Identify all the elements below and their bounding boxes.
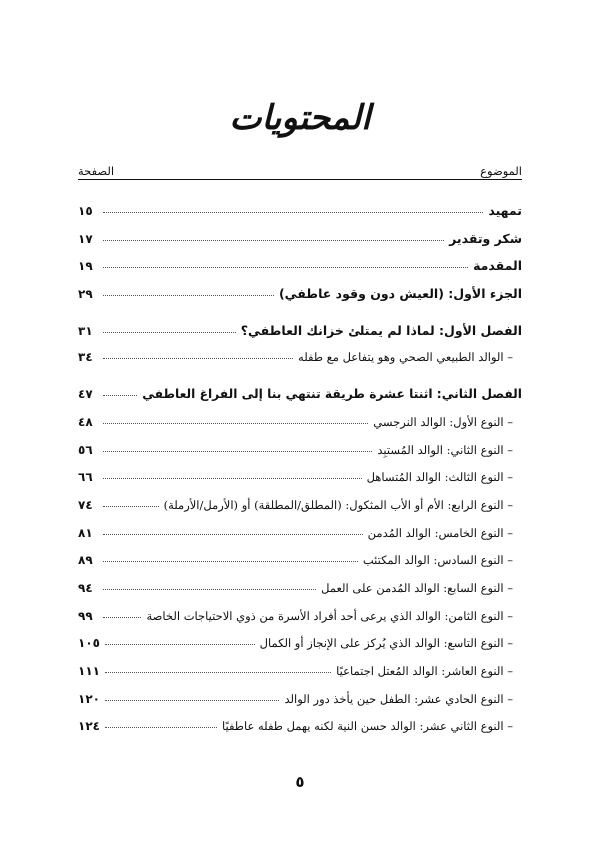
entry-title: – النوع السادس: الوالد المكتئب <box>362 553 513 568</box>
dot-leader <box>103 617 141 618</box>
dot-leader <box>103 332 236 333</box>
entry-title: – النوع الثامن: الوالد الذي يرعى أحد أفراد الأسرة من ذوي الاحتياجات الخاصة <box>146 608 513 623</box>
dot-leader <box>105 700 280 701</box>
toc-entry-type-8[interactable] <box>78 603 522 631</box>
dot-leader <box>103 423 368 424</box>
toc-entry-type-10[interactable] <box>78 658 522 686</box>
dot-leader <box>103 589 316 590</box>
entry-page: ٥٦ <box>78 442 93 457</box>
entry-title: – النوع التاسع: الوالد الذي يُركز على الإنجاز أو الكمال <box>259 636 513 651</box>
entry-page: ١٠٥ <box>78 636 100 651</box>
dot-leader <box>105 644 255 645</box>
toc-entry-preface[interactable] <box>78 197 522 225</box>
toc-entry-introduction[interactable] <box>78 252 522 280</box>
entry-title: – النوع الثاني: الوالد المُستبِد <box>377 442 513 457</box>
entry-page: ٤٧ <box>78 387 93 402</box>
entry-title: شكر وتقدير <box>449 230 522 246</box>
entry-page: ٨١ <box>78 525 93 540</box>
entry-title: – النوع العاشر: الوالد المُعتل اجتماعيًا <box>336 664 513 678</box>
entry-title: – النوع الخامس: الوالد المُدمن <box>367 525 513 540</box>
toc-entry-type-3[interactable] <box>78 464 522 492</box>
toc-entry-type-1[interactable] <box>78 409 522 437</box>
toc-entry-type-2[interactable] <box>78 437 522 465</box>
entry-title: – النوع الحادي عشر: الطفل حين يأخذ دور الوالد <box>284 691 513 706</box>
page-number: ٥ <box>295 773 305 791</box>
dot-leader <box>103 240 444 241</box>
dot-leader <box>103 506 159 507</box>
entry-page: ٧٤ <box>78 497 93 512</box>
entry-title: المقدمة <box>473 258 522 274</box>
entry-page: ٩٤ <box>78 580 93 595</box>
entry-page: ١١١ <box>78 664 100 678</box>
dot-leader <box>103 395 137 396</box>
toc-entry-part-one[interactable] <box>78 280 522 308</box>
toc-entry-healthy-parent[interactable] <box>78 344 522 372</box>
dot-leader <box>103 451 372 452</box>
toc-entry-type-4[interactable] <box>78 492 522 520</box>
dot-leader <box>103 295 274 296</box>
entry-page: ١٩ <box>78 259 93 274</box>
entry-title: الفصل الثاني: اثنتا عشرة طريقة تنتهي بنا إلى الفراغ العاطفي <box>142 387 522 402</box>
toc-entry-type-5[interactable] <box>78 520 522 548</box>
dot-leader <box>103 478 362 479</box>
toc-entry-type-11[interactable] <box>78 686 522 714</box>
toc-entry-chapter-two[interactable] <box>78 381 522 409</box>
toc-entry-type-7[interactable] <box>78 575 522 603</box>
entry-page: ٤٨ <box>78 414 93 429</box>
toc-list <box>78 197 522 741</box>
dot-leader <box>103 534 363 535</box>
entry-page: ٣٤ <box>78 350 93 365</box>
toc-entry-type-6[interactable] <box>78 547 522 575</box>
page-column-label: الصفحة <box>78 164 115 178</box>
toc-entry-acknowledgments[interactable] <box>78 225 522 253</box>
entry-page: ٣١ <box>78 323 93 338</box>
entry-title: تمهيد <box>488 203 522 218</box>
entry-title: – النوع الثالث: الوالد المُتساهل <box>366 470 513 485</box>
entry-page: ٩٩ <box>78 608 93 623</box>
column-header <box>78 156 522 178</box>
toc-entry-type-12[interactable] <box>78 713 522 741</box>
entry-title: – النوع الرابع: الأم أو الأب المثكول: (المطلق/المطلقة) أو (الأرمل/الأرملة) <box>163 497 513 512</box>
dot-leader <box>103 212 483 213</box>
dot-leader <box>103 267 468 268</box>
entry-title: – الوالد الطبيعي الصحي وهو يتفاعل مع طفله <box>298 350 513 365</box>
entry-page: ١٧ <box>78 231 93 246</box>
entry-page: ١٢٠ <box>78 691 100 706</box>
topic-column-label: الموضوع <box>480 164 522 178</box>
toc-entry-type-9[interactable] <box>78 630 522 658</box>
page-title: المحتويات <box>229 98 371 138</box>
dot-leader <box>103 358 293 359</box>
entry-page: ١٥ <box>78 204 93 218</box>
entry-title: الفصل الأول: لماذا لم يمتلئ خزانك العاطفي؟ <box>240 322 522 338</box>
entry-title: الجزء الأول: (العيش دون وقود عاطفي) <box>278 286 522 302</box>
entry-page: ٢٩ <box>78 287 93 302</box>
entry-page: ٨٩ <box>78 553 93 568</box>
entry-title: – النوع الثاني عشر: الوالد حسن النية لكنه يهمل طفله عاطفيًا <box>222 719 513 734</box>
entry-title: – النوع السابع: الوالد المُدمن على العمل <box>321 580 513 595</box>
dot-leader <box>103 561 358 562</box>
entry-page: ٦٦ <box>78 470 93 485</box>
header-rule <box>78 179 522 180</box>
dot-leader <box>105 672 331 673</box>
entry-page: ١٢٤ <box>78 719 100 734</box>
entry-title: – النوع الأول: الوالد النرجسي <box>373 414 513 429</box>
dot-leader <box>105 727 217 728</box>
toc-entry-chapter-one[interactable] <box>78 317 522 345</box>
